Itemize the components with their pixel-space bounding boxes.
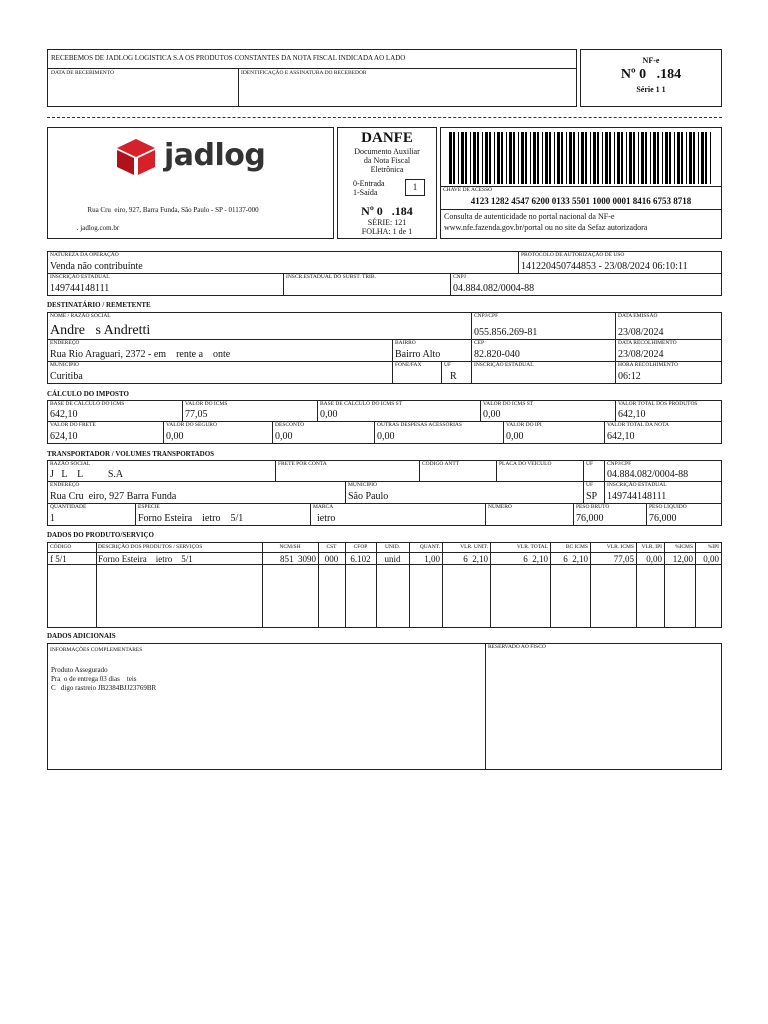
cnpj-value: 04.884.082/0004-88 xyxy=(453,283,535,294)
tax-base-icms-value: 642,10 xyxy=(50,409,78,420)
products-col-divider xyxy=(442,543,443,627)
transport-qtd-cell xyxy=(47,503,136,526)
products-header-bc-icms: BC ICMS xyxy=(565,544,588,550)
recipient-hora-cell xyxy=(615,361,722,384)
natureza-cell xyxy=(47,251,519,274)
natureza-value: Venda não contribuinte xyxy=(50,261,143,272)
products-col-divider xyxy=(664,543,665,627)
access-key-value: 4123 1282 4547 6200 0133 5501 1000 0001 8416 6753 8718 xyxy=(470,196,692,206)
products-cell-ncm: 851 3090 xyxy=(280,554,316,564)
danfe-title: DANFE xyxy=(361,130,413,146)
products-cell-vlr-total: 6 2,10 xyxy=(523,554,548,564)
recipient-emissao-cell xyxy=(615,312,722,340)
iest-cell xyxy=(283,273,451,296)
recipient-cep-label: CEP xyxy=(474,340,485,346)
products-header-vlr-icms: VLR. ICMS xyxy=(606,544,634,550)
transport-qtd-value: 1 xyxy=(50,513,55,524)
jadlog-logo-icon xyxy=(115,137,157,177)
products-cell-cst: 000 xyxy=(324,554,339,564)
products-cell-pct-ipi: 0,00 xyxy=(703,554,719,564)
transport-municipio-cell xyxy=(345,481,584,504)
recipient-bairro-value: Bairro Alto xyxy=(395,349,441,360)
recipient-cnpj-label: CNPJ/CPF xyxy=(474,313,499,319)
tax-outras-value: 0,00 xyxy=(377,431,395,442)
products-cell-descricao: Forno Esteira ietro 5/1 xyxy=(98,554,193,564)
products-col-divider xyxy=(695,543,696,627)
transport-ie-label: INSCRIÇÃO ESTADUAL xyxy=(607,482,667,488)
transport-antt-label: CÓDIGO ANTT xyxy=(422,461,460,467)
recipient-cep-cell xyxy=(471,339,616,362)
tax-ipi-cell xyxy=(503,421,605,444)
transport-cnpj-cell xyxy=(604,460,722,482)
receipt-stub xyxy=(47,49,577,107)
recipient-uf-value: R xyxy=(450,371,457,382)
recipient-fone-cell xyxy=(392,361,442,384)
additional-info-line-3: C digo rastreio JB2384BJJ23769BR xyxy=(51,684,157,692)
products-header-unid: UNID. xyxy=(384,544,401,550)
transport-especie-cell xyxy=(135,503,311,526)
transport-uf2-cell xyxy=(583,481,605,504)
tax-icms-st-label: VALOR DO ICMS ST xyxy=(483,401,534,407)
transport-especie-value: Forno Esteira ietro 5/1 xyxy=(138,513,244,524)
transport-endereco-value: Rua Cru eiro, 927 Barra Funda xyxy=(50,491,177,502)
transport-bruto-cell xyxy=(573,503,647,526)
cnpj-cell xyxy=(450,273,722,296)
jadlog-logo-text: jadlog xyxy=(164,138,266,173)
danfe-saida: 1-Saída xyxy=(353,188,378,197)
receipt-header: RECEBEMOS DE JADLOG LOGISTICA S.A OS PRODUTOS CONSTANTES DA NOTA FISCAL INDICADA AO LADO xyxy=(51,54,406,62)
products-header-quant: QUANT. xyxy=(419,544,440,550)
recipient-recolh-label: DATA RECOLHIMENTO xyxy=(618,340,677,346)
recipient-municipio-label: MUNICÍPIO xyxy=(50,362,80,368)
products-header-pct-ipi: %IPI xyxy=(707,544,719,550)
products-cell-unid: unid xyxy=(384,554,401,564)
danfe-subtitle-3: Eletrônica xyxy=(370,165,404,174)
transport-endereco-label: ENDEREÇO xyxy=(50,482,80,488)
recipient-bairro-label: BAIRRO xyxy=(395,340,416,346)
transport-endereco-cell xyxy=(47,481,346,504)
tax-icms-cell xyxy=(182,400,318,422)
tax-seguro-label: VALOR DO SEGURO xyxy=(166,422,217,428)
tax-desconto-value: 0,00 xyxy=(275,431,293,442)
tax-desconto-cell xyxy=(272,421,375,444)
ie-cell xyxy=(47,273,284,296)
recipient-endereco-cell xyxy=(47,339,393,362)
fisco-box xyxy=(485,643,722,770)
products-header-codigo: CÓDIGO xyxy=(50,544,72,550)
danfe-subtitle-2: da Nota Fiscal xyxy=(363,156,411,165)
transport-razao-value: J L L S.A xyxy=(50,469,124,480)
tax-icms-label: VALOR DO ICMS xyxy=(185,401,228,407)
access-key-label: CHAVE DE ACESSO xyxy=(443,187,493,193)
access-consult-2: www.nfe.fazenda.gov.br/portal ou no site da Sefaz autorizadora xyxy=(444,223,648,232)
iest-label: INSCR.ESTADUAL DO SUBST. TRIB. xyxy=(286,274,376,280)
danfe-type-box: 1 xyxy=(405,179,425,196)
tax-icms-st-value: 0,00 xyxy=(483,409,501,420)
recipient-fone-label: FONE/FAX xyxy=(395,362,422,368)
recipient-nome-cell xyxy=(47,312,472,340)
cnpj-label: CNPJ xyxy=(453,274,466,280)
products-cell-pct-icms: 12,00 xyxy=(672,554,693,564)
additional-info-line-1: Produto Assegurado xyxy=(51,666,108,674)
transport-cnpj-label: CNPJ/CPF xyxy=(607,461,632,467)
recipient-uf-label: UF xyxy=(444,362,452,368)
ie-value: 149744148111 xyxy=(50,283,110,294)
products-col-divider xyxy=(318,543,319,627)
transport-ie-cell xyxy=(604,481,722,504)
transport-liquido-value: 76,000 xyxy=(649,513,677,524)
protocolo-cell xyxy=(518,251,722,274)
additional-section-title: DADOS ADICIONAIS xyxy=(47,632,116,640)
products-col-divider xyxy=(345,543,346,627)
transport-antt-cell xyxy=(419,460,497,482)
products-row-divider xyxy=(48,564,721,565)
issuer-site: . jadlog.com.br xyxy=(76,224,120,232)
protocolo-label: PROTOCOLO DE AUTORIZAÇÃO DE USO xyxy=(521,252,625,258)
transport-uf2-label: UF xyxy=(586,482,594,488)
products-header-vlr-ipi: VLR. IPI xyxy=(641,544,662,550)
products-header-descricao: DESCRIÇÃO DOS PRODUTOS / SERVIÇOS xyxy=(98,544,203,550)
transport-placa-label: PLACA DO VEÍCULO xyxy=(499,461,552,467)
ie-label: INSCRIÇÃO ESTADUAL xyxy=(50,274,110,280)
tax-total-produtos-label: VALOR TOTAL DOS PRODUTOS xyxy=(618,401,698,407)
transport-frete-cell xyxy=(275,460,420,482)
danfe-box xyxy=(337,127,437,239)
receipt-date-label: DATA DE RECEBIMENTO xyxy=(51,70,115,76)
tax-seguro-value: 0,00 xyxy=(166,431,184,442)
recipient-endereco-value: Rua Rio Araguari, 2372 - em rente a onte xyxy=(50,349,231,360)
transport-bruto-label: PESO BRUTO xyxy=(576,504,610,510)
products-section-title: DADOS DO PRODUTO/SERVIÇO xyxy=(47,531,154,539)
transport-marca-label: MARCA xyxy=(313,504,334,510)
tax-total-nota-label: VALOR TOTAL DA NOTA xyxy=(607,422,670,428)
transport-especie-label: ESPÉCIE xyxy=(138,504,160,510)
products-col-divider xyxy=(376,543,377,627)
tax-base-icms-st-label: BASE DE CÁLCULO DO ICMS ST xyxy=(320,401,403,407)
danfe-folha: FOLHA: 1 de 1 xyxy=(361,227,413,236)
recipient-ie-cell xyxy=(471,361,616,384)
transport-section-title: TRANSPORTADOR / VOLUMES TRANSPORTADOS xyxy=(47,450,215,458)
additional-info-box xyxy=(47,643,486,770)
recipient-endereco-label: ENDEREÇO xyxy=(50,340,80,346)
products-col-divider xyxy=(590,543,591,627)
products-header-ncm: NCM/SH xyxy=(279,544,301,550)
recipient-emissao-label: DATA EMISSÃO xyxy=(618,313,658,319)
recipient-recolh-cell xyxy=(615,339,722,362)
products-col-divider xyxy=(262,543,263,627)
barcode xyxy=(449,132,713,184)
recipient-cnpj-value: 055.856.269-81 xyxy=(474,327,538,338)
tax-frete-label: VALOR DO FRETE xyxy=(50,422,96,428)
receipt-nfe-number: Nº 0 .184 xyxy=(620,67,682,82)
recipient-cep-value: 82.820-040 xyxy=(474,349,520,360)
products-header-vlr-total: VLR. TOTAL xyxy=(516,544,548,550)
tax-outras-label: OUTRAS DESPESAS ACESSÓRIAS xyxy=(377,422,462,428)
products-header-pct-icms: %ICMS xyxy=(674,544,693,550)
tax-desconto-label: DESCONTO xyxy=(275,422,305,428)
additional-info-label: INFORMAÇÕES COMPLEMENTARES xyxy=(50,647,143,653)
tax-seguro-cell xyxy=(163,421,273,444)
tax-icms-value: 77,05 xyxy=(185,409,208,420)
receipt-nfe-box xyxy=(580,49,722,107)
transport-frete-label: FRETE POR CONTA xyxy=(278,461,327,467)
protocolo-value: 141220450744853 - 23/08/2024 06:10:11 xyxy=(521,261,688,272)
tax-base-icms-cell xyxy=(47,400,183,422)
products-cell-quant: 1,00 xyxy=(424,554,440,564)
transport-placa-cell xyxy=(496,460,584,482)
products-col-divider xyxy=(96,543,97,627)
recipient-nome-value: Andre s Andretti xyxy=(50,323,151,338)
tax-total-nota-value: 642,10 xyxy=(607,431,635,442)
access-consult-1: Consulta de autenticidade no portal nacional da NF-e xyxy=(444,212,615,221)
tax-icms-st-cell xyxy=(480,400,616,422)
receipt-ident-label: IDENTIFICAÇÃO E ASSINATURA DO RECEBEDOR xyxy=(241,70,367,76)
products-cell-vlr-icms: 77,05 xyxy=(613,554,634,564)
tax-total-produtos-value: 642,10 xyxy=(618,409,646,420)
access-box xyxy=(440,127,722,239)
transport-liquido-cell xyxy=(646,503,722,526)
products-col-divider xyxy=(409,543,410,627)
tax-base-icms-st-cell xyxy=(317,400,481,422)
issuer-address: Rua Cru eiro, 927, Barra Funda, São Paulo - SP - 01137-000 xyxy=(87,206,259,214)
tax-base-icms-st-value: 0,00 xyxy=(320,409,338,420)
recipient-bairro-cell xyxy=(392,339,472,362)
danfe-entrada: 0-Entrada xyxy=(353,179,385,188)
products-header-cst: CST xyxy=(326,544,337,550)
products-cell-cfop: 6.102 xyxy=(350,554,371,564)
danfe-number: Nº 0 .184 xyxy=(361,204,413,218)
receipt-nfe-label: NF-e xyxy=(642,56,660,65)
tax-base-icms-label: BASE DE CÁLCULO DO ICMS xyxy=(50,401,125,407)
transport-liquido-label: PESO LÍQUIDO xyxy=(649,504,687,510)
tax-outras-cell xyxy=(374,421,504,444)
products-cell-vlr-unit: 6 2,10 xyxy=(463,554,488,564)
issuer-box xyxy=(47,127,334,239)
transport-marca-cell xyxy=(310,503,486,526)
recipient-hora-value: 06:12 xyxy=(618,371,641,382)
tax-ipi-value: 0,00 xyxy=(506,431,524,442)
additional-info-line-2: Pra o de entrega 03 dias teis xyxy=(51,675,137,683)
transport-uf2-value: SP xyxy=(586,491,598,502)
transport-marca-value: ietro xyxy=(317,513,336,524)
danfe-serie: SÉRIE: 121 xyxy=(367,218,407,227)
transport-municipio-value: São Paulo xyxy=(348,491,389,502)
cut-line xyxy=(47,117,722,118)
transport-uf-label: UF xyxy=(586,461,594,467)
products-header-vlr-unit: VLR. UNIT. xyxy=(460,544,488,550)
products-header-cfop: CFOP xyxy=(353,544,368,550)
recipient-uf-cell xyxy=(441,361,472,384)
transport-razao-cell xyxy=(47,460,276,482)
recipient-section-title: DESTINATÁRIO / REMETENTE xyxy=(47,301,151,309)
danfe-subtitle-1: Documento Auxiliar xyxy=(354,147,420,156)
products-cell-codigo: f 5/1 xyxy=(50,554,67,564)
transport-municipio-label: MUNICÍPIO xyxy=(348,482,378,488)
recipient-emissao-value: 23/08/2024 xyxy=(618,327,664,338)
tax-frete-cell xyxy=(47,421,164,444)
transport-ie-value: 149744148111 xyxy=(607,491,667,502)
tax-total-nota-cell xyxy=(604,421,722,444)
fisco-label: RESERVADO AO FISCO xyxy=(488,644,546,650)
products-table xyxy=(47,542,722,628)
tax-frete-value: 624,10 xyxy=(50,431,78,442)
products-header-divider xyxy=(48,552,721,553)
receipt-nfe-serie: Série 1 1 xyxy=(636,85,666,94)
transport-cnpj-value: 04.884.082/0004-88 xyxy=(607,469,689,480)
transport-razao-label: RAZÃO SOCIAL xyxy=(50,461,91,467)
products-col-divider xyxy=(550,543,551,627)
recipient-nome-label: NOME / RAZÃO SOCIAL xyxy=(50,313,111,319)
transport-qtd-label: QUANTIDADE xyxy=(50,504,87,510)
products-col-divider xyxy=(490,543,491,627)
recipient-cnpj-cell xyxy=(471,312,616,340)
tax-total-produtos-cell xyxy=(615,400,722,422)
recipient-hora-label: HORA RECOLHIMENTO xyxy=(618,362,678,368)
tax-ipi-label: VALOR DO IPI xyxy=(506,422,542,428)
recipient-ie-label: INSCRIÇÃO ESTADUAL xyxy=(474,362,534,368)
natureza-label: NATUREZA DA OPERAÇÃO xyxy=(50,252,119,258)
transport-numero-label: NÚMERO xyxy=(488,504,512,510)
products-cell-bc-icms: 6 2,10 xyxy=(563,554,588,564)
recipient-municipio-cell xyxy=(47,361,393,384)
products-col-divider xyxy=(636,543,637,627)
products-cell-vlr-ipi: 0,00 xyxy=(646,554,662,564)
transport-bruto-value: 76,000 xyxy=(576,513,604,524)
recipient-municipio-value: Curitiba xyxy=(50,371,83,382)
transport-numero-cell xyxy=(485,503,574,526)
tax-section-title: CÁLCULO DO IMPOSTO xyxy=(47,390,129,398)
transport-uf-cell xyxy=(583,460,605,482)
recipient-recolh-value: 23/08/2024 xyxy=(618,349,664,360)
